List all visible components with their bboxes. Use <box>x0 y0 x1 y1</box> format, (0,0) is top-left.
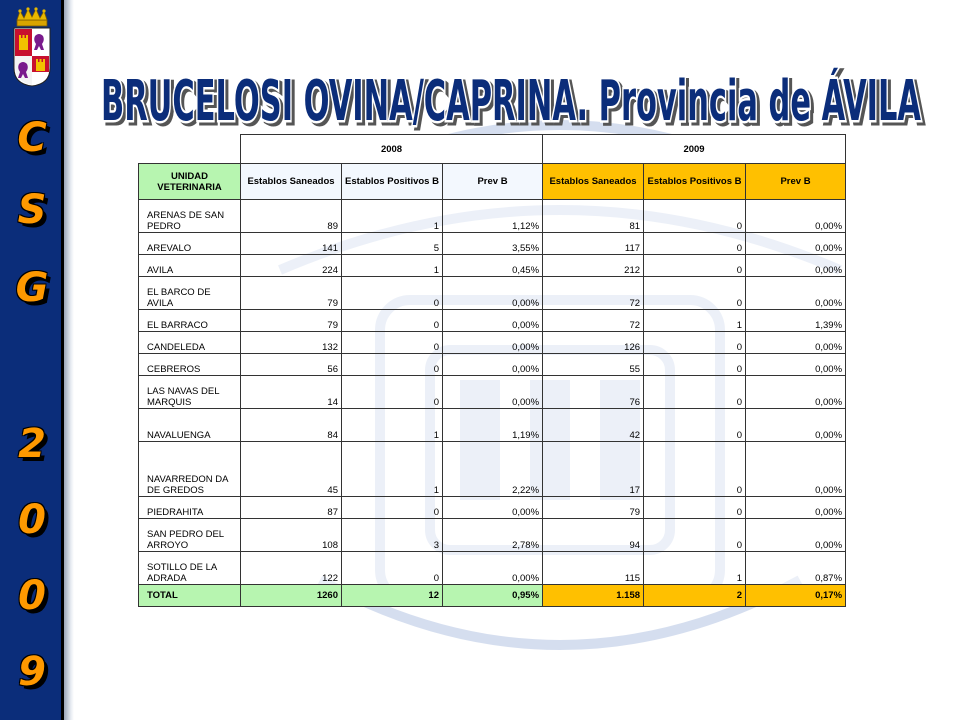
table-cell: 0,00% <box>746 332 846 354</box>
table-cell: 0,00% <box>443 332 543 354</box>
table-cell: 0 <box>644 255 746 277</box>
table-row-total <box>139 585 846 607</box>
table-cell: 1260 <box>241 585 342 607</box>
table-row <box>139 200 846 233</box>
table-cell: 0 <box>342 376 443 409</box>
page-title <box>96 62 926 132</box>
table-row <box>139 233 846 255</box>
table-cell: 0,00% <box>746 255 846 277</box>
table-corner <box>139 135 241 164</box>
table-cell: 12 <box>342 585 443 607</box>
table-cell: 0,00% <box>746 519 846 552</box>
table-cell: 0 <box>644 519 746 552</box>
side-letter: C <box>17 115 47 161</box>
table-cell: 0,87% <box>746 552 846 585</box>
side-letter: 9 <box>18 649 46 695</box>
table-cell: 0 <box>644 233 746 255</box>
table-cell: 3 <box>342 519 443 552</box>
table-cell: 1 <box>644 552 746 585</box>
table-cell: 115 <box>543 552 644 585</box>
table-cell: 1.158 <box>543 585 644 607</box>
unit-name-cell: SAN PEDRO DEL ARROYO <box>139 519 241 552</box>
table-cell: 72 <box>543 310 644 332</box>
page-title-text: BRUCELOSI OVINA/CAPRINA. Provincia de ÁVILA <box>101 69 922 132</box>
table-cell: 126 <box>543 332 644 354</box>
table-cell: 0 <box>644 200 746 233</box>
table-row <box>139 376 846 409</box>
side-letter: G <box>15 265 49 311</box>
unit-name-cell: NAVARREDON DA DE GREDOS <box>139 442 241 497</box>
table-cell: 108 <box>241 519 342 552</box>
table-cell: 0,00% <box>746 200 846 233</box>
unit-name-cell: AREVALO <box>139 233 241 255</box>
column-header: Establos Positivos B <box>644 164 746 200</box>
unit-name-cell: CANDELEDA <box>139 332 241 354</box>
table-cell: 0,00% <box>443 497 543 519</box>
column-header: Prev B <box>746 164 846 200</box>
table-cell: 132 <box>241 332 342 354</box>
column-header: UNIDAD VETERINARIA <box>139 164 241 200</box>
table-cell: 1,12% <box>443 200 543 233</box>
table-cell: 2 <box>644 585 746 607</box>
table-cell: 122 <box>241 552 342 585</box>
table-cell: 0 <box>342 552 443 585</box>
table-cell: 72 <box>543 277 644 310</box>
side-bar-shadow <box>64 0 74 720</box>
table-cell: 0,17% <box>746 585 846 607</box>
unit-name-cell: EL BARRACO <box>139 310 241 332</box>
table-row <box>139 310 846 332</box>
table-cell: 1,39% <box>746 310 846 332</box>
side-letter: 0 <box>18 573 46 619</box>
table-cell: 81 <box>543 200 644 233</box>
table-cell: 76 <box>543 376 644 409</box>
total-label: TOTAL <box>139 585 241 607</box>
table-row <box>139 332 846 354</box>
table-cell: 1 <box>342 409 443 442</box>
table-row <box>139 552 846 585</box>
table-row <box>139 409 846 442</box>
table-cell: 1 <box>342 200 443 233</box>
unit-name-cell: CEBREROS <box>139 354 241 376</box>
table-cell: 0 <box>644 409 746 442</box>
table-cell: 14 <box>241 376 342 409</box>
year-header-2008: 2008 <box>241 135 543 164</box>
table-cell: 0 <box>342 277 443 310</box>
table-cell: 0,00% <box>443 354 543 376</box>
unit-name-cell: ARENAS DE SAN PEDRO <box>139 200 241 233</box>
table-cell: 79 <box>543 497 644 519</box>
table-row <box>139 255 846 277</box>
table-cell: 0,00% <box>746 409 846 442</box>
unit-name-cell: PIEDRAHITA <box>139 497 241 519</box>
table-cell: 87 <box>241 497 342 519</box>
table-cell: 0,00% <box>746 277 846 310</box>
unit-name-cell: SOTILLO DE LA ADRADA <box>139 552 241 585</box>
column-header: Establos Saneados <box>543 164 644 200</box>
side-letter: 0 <box>18 497 46 543</box>
table-row <box>139 497 846 519</box>
table-cell: 1 <box>342 255 443 277</box>
table-cell: 0,00% <box>443 376 543 409</box>
table-cell: 3,55% <box>443 233 543 255</box>
table-row <box>139 354 846 376</box>
year-header-2009: 2009 <box>543 135 846 164</box>
unit-name-cell: AVILA <box>139 255 241 277</box>
table-row <box>139 442 846 497</box>
table-cell: 0 <box>644 376 746 409</box>
data-table <box>138 134 846 607</box>
table-cell: 84 <box>241 409 342 442</box>
table-cell: 0,00% <box>746 442 846 497</box>
table-cell: 0 <box>644 442 746 497</box>
table-cell: 56 <box>241 354 342 376</box>
table-cell: 89 <box>241 200 342 233</box>
table-cell: 79 <box>241 310 342 332</box>
table-cell: 0 <box>342 310 443 332</box>
table-cell: 0 <box>644 497 746 519</box>
column-header: Prev B <box>443 164 543 200</box>
table-cell: 42 <box>543 409 644 442</box>
table-cell: 0,95% <box>443 585 543 607</box>
side-letters <box>0 0 64 720</box>
table-cell: 0 <box>342 354 443 376</box>
unit-name-cell: NAVALUENGA <box>139 409 241 442</box>
table-cell: 224 <box>241 255 342 277</box>
table-cell: 141 <box>241 233 342 255</box>
table-cell: 1 <box>644 310 746 332</box>
table-cell: 94 <box>543 519 644 552</box>
table-row <box>139 277 846 310</box>
table-cell: 2,78% <box>443 519 543 552</box>
table-cell: 117 <box>543 233 644 255</box>
table-cell: 0,00% <box>746 376 846 409</box>
unit-name-cell: LAS NAVAS DEL MARQUIS <box>139 376 241 409</box>
table-row <box>139 519 846 552</box>
table-cell: 0 <box>644 277 746 310</box>
table-cell: 212 <box>543 255 644 277</box>
table-cell: 0,45% <box>443 255 543 277</box>
table-cell: 17 <box>543 442 644 497</box>
table-cell: 0,00% <box>443 552 543 585</box>
side-letter: 2 <box>18 421 46 467</box>
table-cell: 1 <box>342 442 443 497</box>
table-cell: 55 <box>543 354 644 376</box>
table-cell: 0 <box>644 332 746 354</box>
table-cell: 0 <box>644 354 746 376</box>
data-table-container <box>138 134 845 607</box>
column-header: Establos Positivos B <box>342 164 443 200</box>
table-cell: 1,19% <box>443 409 543 442</box>
table-cell: 0,00% <box>746 497 846 519</box>
table-cell: 2,22% <box>443 442 543 497</box>
table-cell: 0,00% <box>746 233 846 255</box>
table-cell: 0,00% <box>746 354 846 376</box>
side-letter: S <box>17 187 47 233</box>
column-header: Establos Saneados <box>241 164 342 200</box>
table-cell: 0,00% <box>443 277 543 310</box>
unit-name-cell: EL BARCO DE AVILA <box>139 277 241 310</box>
table-cell: 0 <box>342 497 443 519</box>
table-cell: 45 <box>241 442 342 497</box>
table-cell: 5 <box>342 233 443 255</box>
table-cell: 0,00% <box>443 310 543 332</box>
table-cell: 0 <box>342 332 443 354</box>
table-cell: 79 <box>241 277 342 310</box>
